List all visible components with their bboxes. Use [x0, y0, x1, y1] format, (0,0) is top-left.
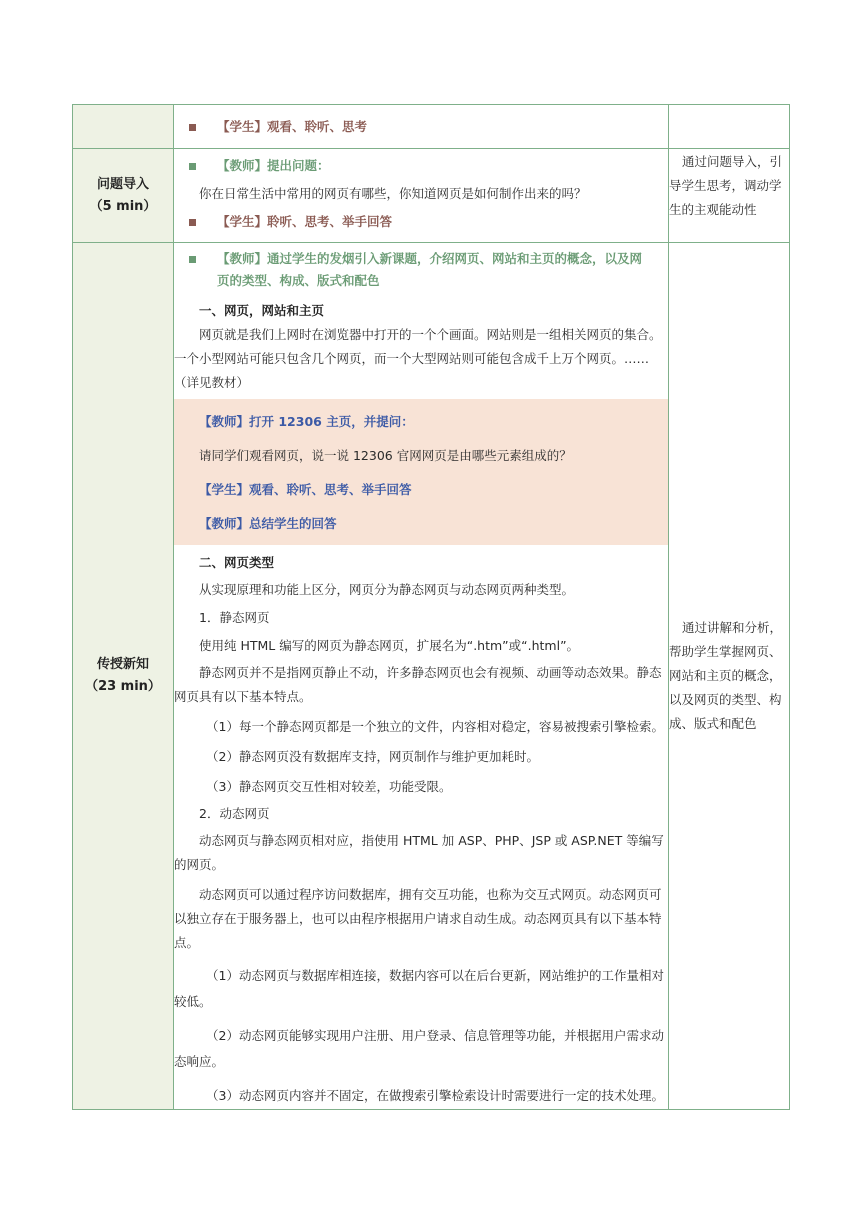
purpose-cell	[669, 243, 790, 1110]
purpose-cell	[669, 149, 790, 243]
sub-heading: 1．静态网页	[199, 610, 270, 625]
stage-duration: （5 min）	[89, 198, 157, 214]
stage-title: 问题导入	[96, 176, 149, 192]
section-heading: 一、网页，网站和主页	[199, 303, 325, 318]
stage-cell	[73, 149, 174, 243]
teacher-bullet: 【教师】提出问题：	[174, 155, 668, 177]
square-bullet-icon	[189, 163, 196, 170]
list-item: （2）静态网页没有数据库支持，网页制作与维护更加耗时。	[206, 749, 539, 764]
box-summary-line: 【教师】总结学生的回答	[199, 516, 337, 531]
stage-title: 传授新知	[96, 657, 149, 672]
table-row	[73, 105, 790, 149]
list-item: （3）静态网页交互性相对较差，功能受限。	[206, 779, 452, 794]
student-bullet: 【学生】聆听、思考、举手回答	[174, 211, 668, 233]
list-item: （3）动态网页内容并不固定，在做搜索引擎检索设计时需要进行一定的技术处理。	[206, 1088, 664, 1103]
box-student-line: 【学生】观看、聆听、思考、举手回答	[199, 482, 412, 497]
paragraph: 从实现原理和功能上区分，网页分为静态网页与动态网页两种类型。	[199, 582, 575, 597]
paragraph: 使用纯 HTML 编写的网页为静态网页，扩展名为“.htm”或“.html”。	[199, 638, 580, 653]
table-row	[73, 243, 790, 1110]
paragraph: 网页就是我们上网时在浏览器中打开的一个个画面。网站则是一组相关网页的集合。一个小型网站可能只包含几个网页，而一个大型网站则可能包含成千上万个网页。……（详见教材）	[174, 327, 662, 390]
square-bullet-icon	[189, 256, 196, 263]
question-text: 你在日常生活中常用的网页有哪些，你知道网页是如何制作出来的吗？	[199, 186, 587, 201]
paragraph: 动态网页可以通过程序访问数据库，拥有交互功能，也称为交互式网页。动态网页可以独立存在于服务器上，也可以由程序根据用户请求自动生成。动态网页具有以下基本特点。	[174, 887, 662, 950]
list-item: （1）每一个静态网页都是一个独立的文件，内容相对稳定，容易被搜索引擎检索。	[206, 719, 664, 734]
square-bullet-icon	[189, 124, 196, 131]
teacher-bullet: 【教师】通过学生的发烟引入新课题，介绍网页、网站和主页的概念，以及网 页的类型、构成、版式和配色	[174, 248, 668, 292]
sub-heading: 2．动态网页	[199, 806, 270, 821]
list-item: （2）动态网页能够实现用户注册、用户登录、信息管理等功能，并根据用户需求动态响应。	[174, 1028, 664, 1069]
stage-cell	[73, 243, 174, 1110]
section-heading: 二、网页类型	[199, 555, 275, 570]
lesson-plan-table	[72, 104, 790, 1110]
student-bullet: 【学生】观看、聆听、思考	[174, 116, 668, 138]
stage-duration: （23 min）	[85, 679, 161, 694]
highlight-box	[174, 399, 668, 545]
activity-cell	[174, 243, 669, 1110]
purpose-text: 通过讲解和分析，帮助学生掌握网页、网站和主页的概念，以及网页的类型、构成、版式和配色	[669, 620, 783, 731]
activity-cell	[174, 105, 669, 149]
table-row	[73, 149, 790, 243]
paragraph: 静态网页并不是指网页静止不动，许多静态网页也会有视频、动画等动态效果。静态网页具有以下基本特点。	[174, 665, 662, 704]
box-question: 请同学们观看网页，说一说 12306 官网网页是由哪些元素组成的？	[199, 448, 572, 463]
purpose-text: 通过问题导入，引导学生思考，调动学生的主观能动性	[669, 154, 783, 217]
activity-cell	[174, 149, 669, 243]
paragraph: 动态网页与静态网页相对应，指使用 HTML 加 ASP、PHP、JSP 或 ASP.NET 等编写的网页。	[174, 833, 664, 872]
stage-cell	[73, 105, 174, 149]
box-teacher-line: 【教师】打开 12306 主页，并提问：	[199, 414, 414, 429]
square-bullet-icon	[189, 219, 196, 226]
list-item: （1）动态网页与数据库相连接，数据内容可以在后台更新，网站维护的工作量相对较低。	[174, 968, 664, 1009]
purpose-cell	[669, 105, 790, 149]
